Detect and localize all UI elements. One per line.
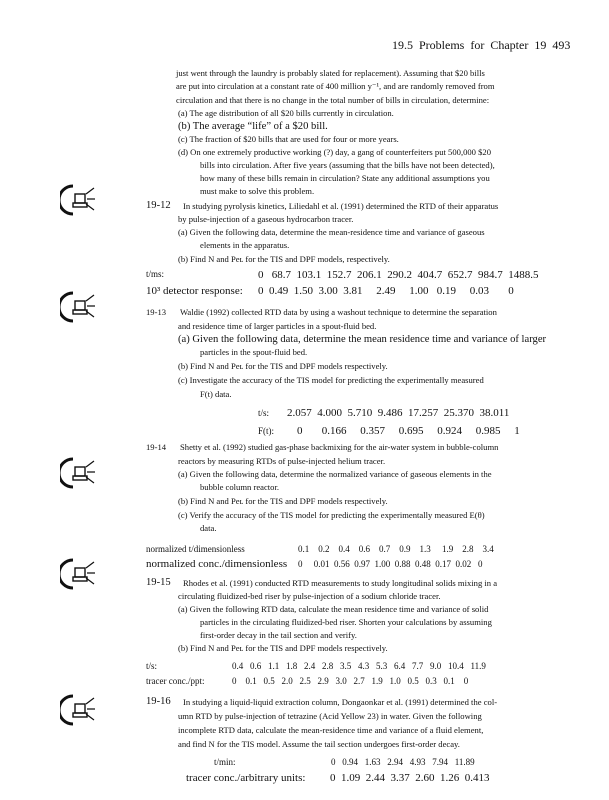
problem-text: incomplete RTD data, calculate the mean-residence time and variance of a fluid element, (178, 725, 484, 735)
intro-part-d: how many of these bills remain in circulation? State any additional assumptions you (200, 173, 490, 183)
computer-icon (60, 556, 96, 592)
table-row: 0 68.7 103.1 152.7 206.1 290.2 404.7 652.7 984.7 1488.5 (258, 269, 539, 281)
table-label: F(t): (258, 426, 275, 436)
intro-part-d: (d) On one extremely productive working (?) day, a gang of counterfeiters put 500,000 $20 (178, 147, 492, 157)
part-a: (a) Given the following data, determine the mean-residence time and variance of gaseous (178, 227, 485, 237)
table-label: tracer conc./arbitrary units: (186, 772, 306, 784)
part-b: (b) Find N and Peʟ for the TIS and DPF models respectively. (178, 496, 388, 506)
intro-line: circulation and that there is no change in the total number of bills in circulation, determine: (176, 95, 490, 105)
part-c: (c) Verify the accuracy of the TIS model for predicting the experimentally measured E(θ) (178, 510, 485, 520)
table-row: 0 0.49 1.50 3.00 3.81 2.49 1.00 0.19 0.03 0 (258, 285, 514, 297)
problem-text: and residence time of larger particles in a spout-fluid bed. (178, 321, 377, 331)
table-label: t/s: (146, 661, 158, 671)
table-label: 10³ detector response: (146, 285, 243, 297)
problem-text: reactors by measuring RTDs of pulse-injected helium tracer. (178, 456, 386, 466)
table-label: normalized conc./dimensionless (146, 558, 288, 570)
intro-part-d: must make to solve this problem. (200, 186, 315, 196)
part-c: (c) Investigate the accuracy of the TIS model for predicting the experimentally measured (178, 375, 484, 385)
table-row: 0.4 0.6 1.1 1.8 2.4 2.8 3.5 4.3 5.3 6.4 7.7 9.0 10.4 11.9 (232, 661, 486, 671)
problem-number: 19-15 (146, 577, 171, 588)
part-a: (a) Given the following data, determine the mean residence time and variance of larger (178, 334, 547, 345)
problem-text: Shetty et al. (1992) studied gas-phase backmixing for the air-water system in bubble-column (180, 442, 499, 452)
table-row: 0 0.94 1.63 2.94 4.93 7.94 11.89 (331, 757, 475, 767)
part-a: elements in the apparatus. (200, 240, 290, 250)
intro-part-d: bills into circulation. After five years (assuming that the bills have not been detected), (200, 160, 495, 170)
problem-text: by pulse-injection of a gaseous hydrocarbon tracer. (178, 214, 354, 224)
part-b: (b) Find N and Peʟ for the TIS and DPF models respectively. (178, 361, 388, 371)
part-a: first-order decay in the tail section and verify. (200, 630, 357, 640)
table-row: 2.057 4.000 5.710 9.486 17.257 25.370 38.011 (287, 407, 510, 419)
computer-icon (60, 692, 96, 728)
table-label: tracer conc./ppt: (146, 676, 205, 686)
page-header: 19.5 Problems for Chapter 19 493 (392, 38, 571, 52)
computer-icon (60, 289, 96, 325)
problem-text: In studying a liquid-liquid extraction column, Dongaonkar et al. (1991) determined the col- (183, 697, 498, 707)
problem-number: 19-16 (146, 696, 171, 707)
table-row: 0 0.166 0.357 0.695 0.924 0.985 1 (297, 425, 520, 437)
problem-text: umn RTD by pulse-injection of tetrazine (Acid Yellow 23) in water. Given the following (178, 711, 482, 721)
table-row: 0 1.09 2.44 3.37 2.60 1.26 0.413 (330, 772, 490, 784)
problem-number: 19-14 (146, 442, 167, 452)
intro-part-c: (c) The fraction of $20 bills that are used for four or more years. (178, 134, 399, 144)
intro-line: just went through the laundry is probably slated for replacement). Assuming that $20 bills (176, 68, 485, 78)
problem-text: In studying pyrolysis kinetics, Liliedahl et al. (1991) determined the RTD of their apparatus (183, 201, 499, 211)
part-c: F(t) data. (200, 389, 232, 399)
computer-icon (60, 182, 96, 218)
problem-number: 19-13 (146, 307, 167, 317)
computer-icon (60, 455, 96, 491)
part-b: (b) Find N and Peʟ for the TIS and DPF models, respectively. (178, 254, 390, 264)
problem-number: 19-12 (146, 200, 171, 211)
problem-text: Waldie (1992) collected RTD data by using a washout technique to determine the separation (180, 307, 497, 317)
table-label: t/s: (258, 408, 270, 418)
intro-part-a: (a) The age distribution of all $20 bills currently in circulation. (178, 108, 394, 118)
part-a: (a) Given the following RTD data, calculate the mean residence time and variance of solid (178, 604, 489, 614)
intro-line: are put into circulation at a constant rate of 400 million y⁻¹, and are randomly removed from (176, 81, 495, 91)
part-a: particles in the circulating fluidized-bed riser. Shorten your calculations by assuming (200, 617, 492, 627)
table-label: t/min: (214, 757, 236, 767)
part-a: (a) Given the following data, determine the normalized variance of gaseous elements in the (178, 469, 492, 479)
problem-text: and find N for the TIS model. Assume the tail section undergoes first-order decay. (178, 739, 460, 749)
table-row: 0 0.1 0.5 2.0 2.5 2.9 3.0 2.7 1.9 1.0 0.5 0.3 0.1 0 (232, 676, 469, 686)
table-row: 0 0.01 0.56 0.97 1.00 0.88 0.48 0.17 0.02 0 (298, 559, 483, 569)
part-c: data. (200, 523, 217, 533)
table-row: 0.1 0.2 0.4 0.6 0.7 0.9 1.3 1.9 2.8 3.4 (298, 544, 494, 554)
table-label: t/ms: (146, 269, 165, 279)
intro-part-b: (b) The average “life” of a $20 bill. (178, 121, 328, 132)
problem-text: circulating fluidized-bed riser by pulse-injection of a sodium chloride tracer. (178, 591, 441, 601)
part-b: (b) Find N and Peʟ for the TIS and DPF models respectively. (178, 643, 388, 653)
problem-text: Rhodes et al. (1991) conducted RTD measurements to study longitudinal solids mixing in a (183, 578, 498, 588)
table-label: normalized t/dimensionless (146, 544, 245, 554)
part-a: particles in the spout-fluid bed. (200, 347, 308, 357)
part-a: bubble column reactor. (200, 482, 279, 492)
